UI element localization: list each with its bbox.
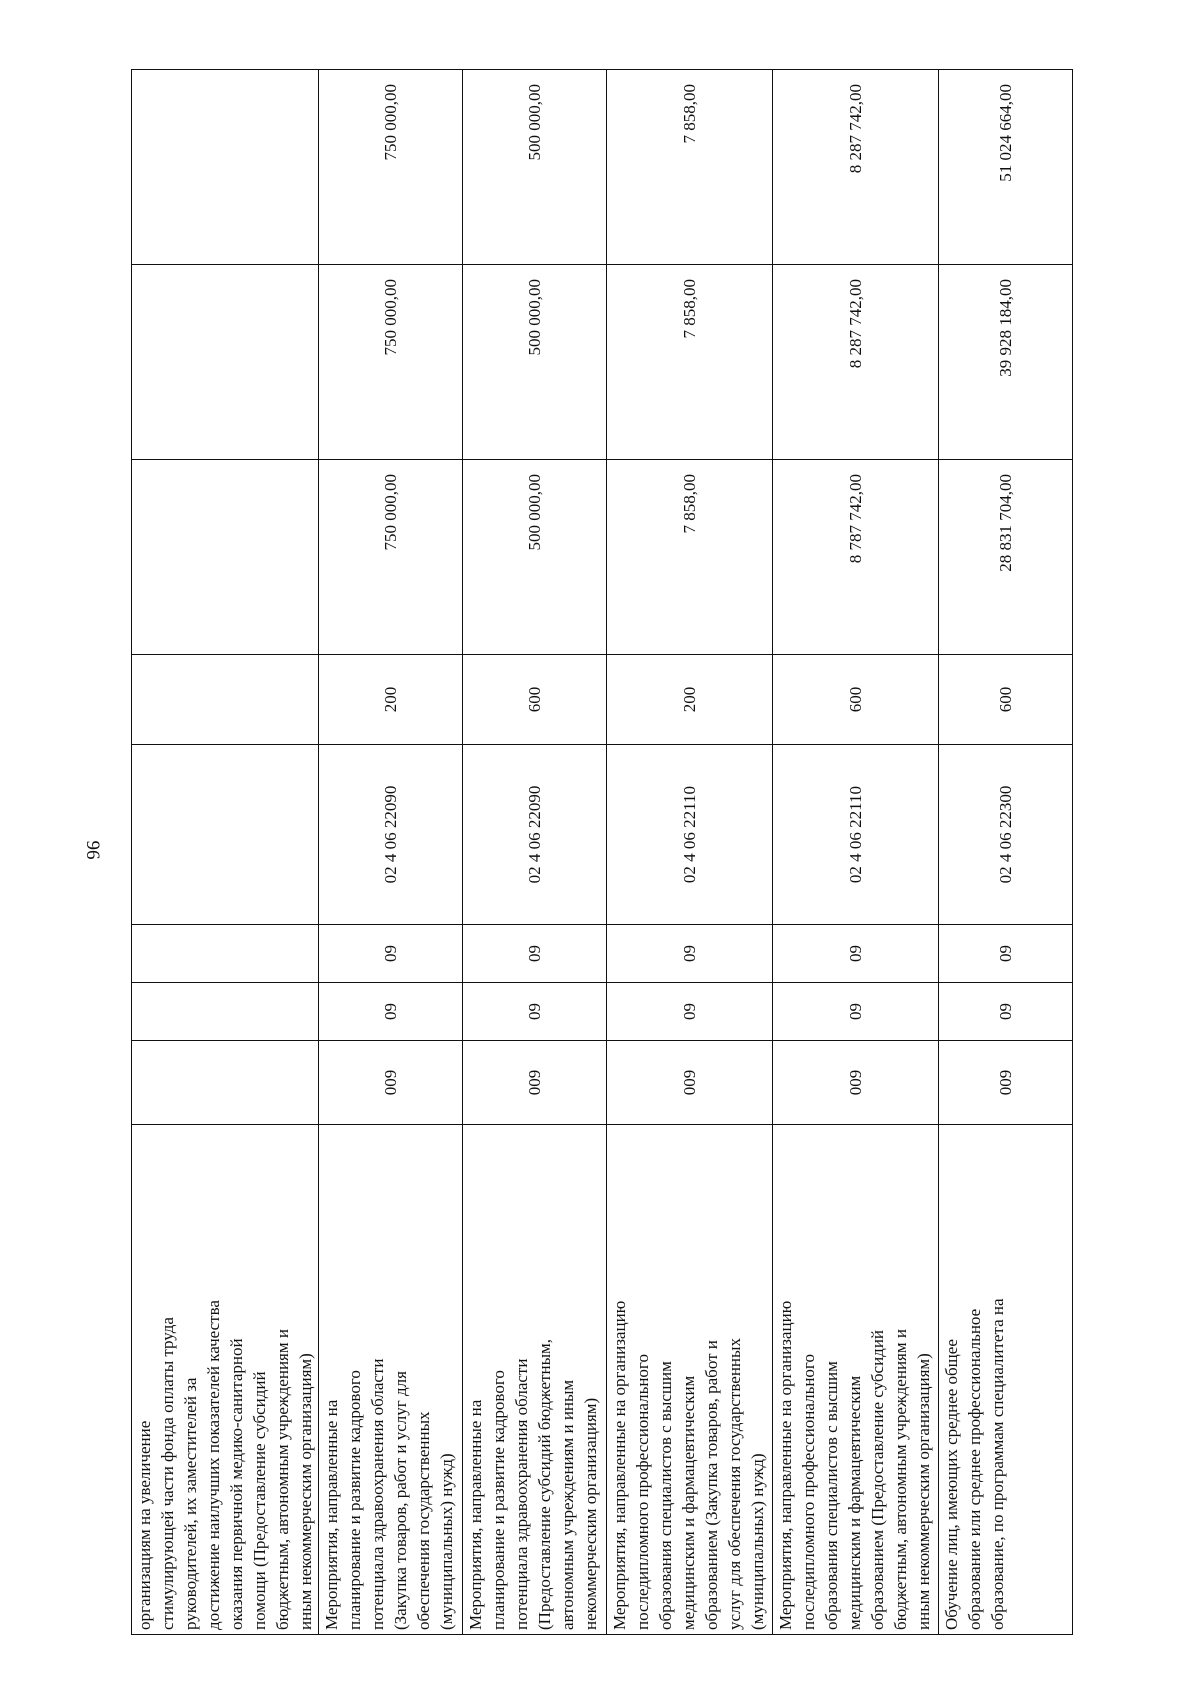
cell-sum3 [132, 70, 319, 265]
cell-rz: 09 [939, 983, 1073, 1041]
table-body [132, 70, 1073, 1635]
cell-grbs: 009 [607, 1041, 773, 1125]
cell-pr: 09 [773, 925, 939, 983]
cell-grbs: 009 [773, 1041, 939, 1125]
cell-sum1: 500 000,00 [463, 460, 607, 655]
cell-sum1: 28 831 704,00 [939, 460, 1073, 655]
cell-sum3: 750 000,00 [319, 70, 463, 265]
table-row [132, 70, 319, 1635]
rotated-page-content [131, 70, 1065, 1635]
table-row [939, 70, 1073, 1635]
cell-desc: Мероприятия, направленные на планирование и развитие кадрового потенциала здравоохранения области (Предоставление субсидий бюджетным, автономным учреждениям и иным некоммерческим организациям) [463, 1125, 607, 1635]
cell-sum2: 750 000,00 [319, 265, 463, 460]
cell-csr [132, 745, 319, 925]
cell-sum3: 7 858,00 [607, 70, 773, 265]
cell-vr: 200 [319, 655, 463, 745]
cell-csr: 02 4 06 22110 [773, 745, 939, 925]
cell-vr: 200 [607, 655, 773, 745]
cell-pr: 09 [607, 925, 773, 983]
cell-sum2: 7 858,00 [607, 265, 773, 460]
cell-desc: Обучение лиц, имеющих среднее общее образование или среднее профессиональное образование, по программам специалитета на [939, 1125, 1073, 1635]
cell-vr: 600 [463, 655, 607, 745]
cell-desc: организациям на увеличение стимулирующей части фонда оплаты труда руководителей, их заместителей за достижение наилучших показателей качества оказания первичной медико-санитарной помощи (Предоставление субсидий бюджетным, автономным учреждениям и иным некоммерческим организациям) [132, 1125, 319, 1635]
page-number: 96 [82, 840, 103, 860]
cell-sum3: 500 000,00 [463, 70, 607, 265]
cell-grbs: 009 [939, 1041, 1073, 1125]
cell-sum1: 750 000,00 [319, 460, 463, 655]
cell-grbs: 009 [463, 1041, 607, 1125]
cell-csr: 02 4 06 22300 [939, 745, 1073, 925]
cell-sum2: 500 000,00 [463, 265, 607, 460]
cell-pr: 09 [463, 925, 607, 983]
table-row [773, 70, 939, 1635]
cell-sum2: 39 928 184,00 [939, 265, 1073, 460]
cell-pr [132, 925, 319, 983]
cell-csr: 02 4 06 22090 [319, 745, 463, 925]
cell-grbs [132, 1041, 319, 1125]
cell-pr: 09 [939, 925, 1073, 983]
cell-desc: Мероприятия, направленные на организацию последипломного профессионального образования специалистов с высшим медицинским и фармацевтическим образованием (Закупка товаров, работ и услуг для обеспечения государственных (муниципальных) нужд) [607, 1125, 773, 1635]
cell-pr: 09 [319, 925, 463, 983]
cell-csr: 02 4 06 22090 [463, 745, 607, 925]
cell-vr: 600 [939, 655, 1073, 745]
cell-rz [132, 983, 319, 1041]
cell-desc: Мероприятия, направленные на планирование и развитие кадрового потенциала здравоохранения области (Закупка товаров, работ и услуг для обеспечения государственных (муниципальных) нужд) [319, 1125, 463, 1635]
cell-rz: 09 [773, 983, 939, 1041]
cell-rz: 09 [319, 983, 463, 1041]
cell-vr: 600 [773, 655, 939, 745]
budget-table [131, 69, 1073, 1635]
cell-rz: 09 [463, 983, 607, 1041]
cell-grbs: 009 [319, 1041, 463, 1125]
cell-sum1: 7 858,00 [607, 460, 773, 655]
cell-csr: 02 4 06 22110 [607, 745, 773, 925]
table-row [319, 70, 463, 1635]
cell-sum3: 51 024 664,00 [939, 70, 1073, 265]
table-row [607, 70, 773, 1635]
cell-sum2 [132, 265, 319, 460]
cell-sum2: 8 287 742,00 [773, 265, 939, 460]
cell-sum1: 8 787 742,00 [773, 460, 939, 655]
table-row [463, 70, 607, 1635]
cell-vr [132, 655, 319, 745]
cell-rz: 09 [607, 983, 773, 1041]
cell-desc: Мероприятия, направленные на организацию последипломного профессионального образования специалистов с высшим медицинским и фармацевтическим образованием (Предоставление субсидий бюджетным, автономным учреждениям и иным некоммерческим организациям) [773, 1125, 939, 1635]
cell-sum1 [132, 460, 319, 655]
cell-sum3: 8 287 742,00 [773, 70, 939, 265]
